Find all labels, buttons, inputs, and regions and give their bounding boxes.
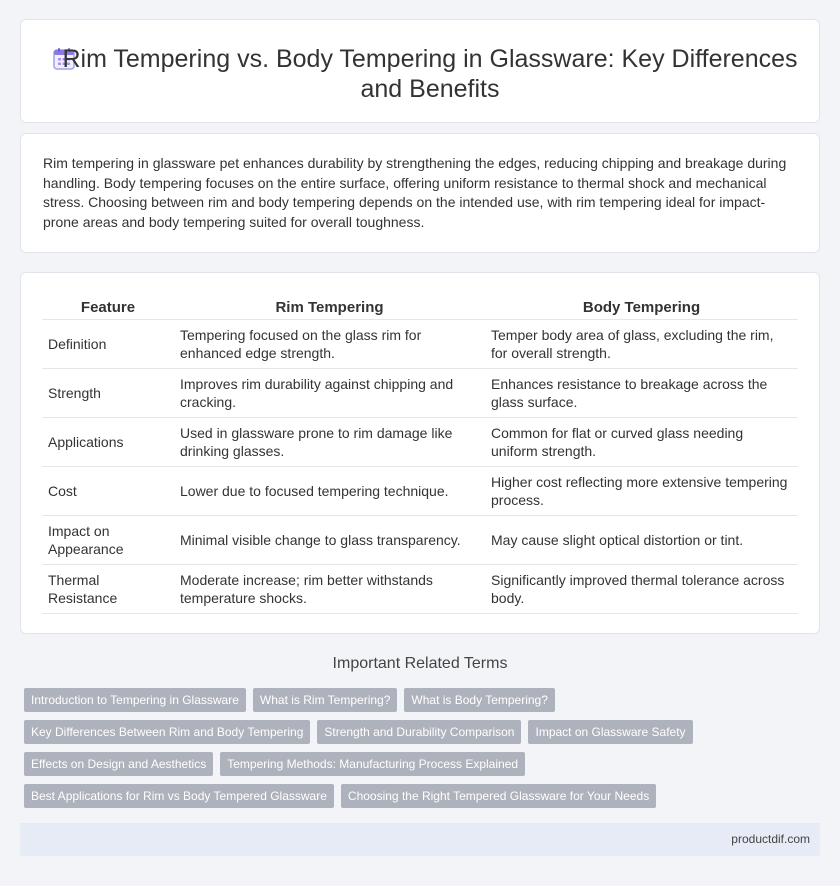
comparison-card <box>20 272 820 634</box>
related-terms-tags <box>24 688 824 816</box>
body-cell: Enhances resistance to breakage across the glass surface. <box>485 368 798 417</box>
footer <box>20 823 820 856</box>
body-cell: May cause slight optical distortion or tint. <box>485 515 798 564</box>
table-row <box>42 466 798 515</box>
intro-card <box>20 133 820 253</box>
related-tag-manufacturing[interactable]: Tempering Methods: Manufacturing Process Explained <box>220 752 525 776</box>
rim-cell: Minimal visible change to glass transparency. <box>174 515 485 564</box>
related-tag-introduction[interactable]: Introduction to Tempering in Glassware <box>24 688 246 712</box>
rim-cell: Lower due to focused tempering technique. <box>174 466 485 515</box>
table-row <box>42 319 798 368</box>
related-tag-key-differences[interactable]: Key Differences Between Rim and Body Tempering <box>24 720 310 744</box>
tag-row <box>24 720 824 744</box>
related-tag-body-tempering[interactable]: What is Body Tempering? <box>404 688 555 712</box>
table-row <box>42 515 798 564</box>
table-row <box>42 564 798 613</box>
feature-cell: Thermal Resistance <box>42 564 174 613</box>
table-row <box>42 417 798 466</box>
header-rim-tempering: Rim Tempering <box>174 295 485 319</box>
comparison-table <box>42 295 798 614</box>
page-title: Rim Tempering vs. Body Tempering in Glassware: Key Differences and Benefits <box>62 45 798 103</box>
related-tag-choosing[interactable]: Choosing the Right Tempered Glassware for Your Needs <box>341 784 656 808</box>
intro-text: Rim tempering in glassware pet enhances durability by strengthening the edges, reducing chipping and breakage during handling. Body tempering focuses on the entire surface, offering uniform resistance to thermal shock and mechanical stress. Choosing between rim and body tempering depends on the intended use, with rim tempering ideal for impact-prone areas and body tempering suited for overall toughness. <box>43 155 787 230</box>
rim-cell: Used in glassware prone to rim damage like drinking glasses. <box>174 417 485 466</box>
header-body-tempering: Body Tempering <box>485 295 798 319</box>
related-tag-safety[interactable]: Impact on Glassware Safety <box>528 720 692 744</box>
tag-row <box>24 784 824 808</box>
feature-cell: Cost <box>42 466 174 515</box>
header-card <box>20 19 820 123</box>
body-cell: Temper body area of glass, excluding the rim, for overall strength. <box>485 319 798 368</box>
related-tag-design-aesthetics[interactable]: Effects on Design and Aesthetics <box>24 752 213 776</box>
feature-cell: Impact on Appearance <box>42 515 174 564</box>
tag-row <box>24 688 824 712</box>
rim-cell: Improves rim durability against chipping and cracking. <box>174 368 485 417</box>
related-terms-title: Important Related Terms <box>332 655 508 672</box>
rim-cell: Tempering focused on the glass rim for enhanced edge strength. <box>174 319 485 368</box>
table-header-row <box>42 295 798 319</box>
table-row <box>42 368 798 417</box>
rim-cell: Moderate increase; rim better withstands temperature shocks. <box>174 564 485 613</box>
body-cell: Higher cost reflecting more extensive tempering process. <box>485 466 798 515</box>
related-tag-strength-durability[interactable]: Strength and Durability Comparison <box>317 720 521 744</box>
header-feature: Feature <box>42 295 174 319</box>
body-cell: Common for flat or curved glass needing uniform strength. <box>485 417 798 466</box>
feature-cell: Strength <box>42 368 174 417</box>
feature-cell: Applications <box>42 417 174 466</box>
feature-cell: Definition <box>42 319 174 368</box>
related-tag-best-applications[interactable]: Best Applications for Rim vs Body Tempered Glassware <box>24 784 334 808</box>
body-cell: Significantly improved thermal tolerance across body. <box>485 564 798 613</box>
related-tag-rim-tempering[interactable]: What is Rim Tempering? <box>253 688 398 712</box>
footer-site-link[interactable]: productdif.com <box>731 832 810 846</box>
tag-row <box>24 752 824 776</box>
